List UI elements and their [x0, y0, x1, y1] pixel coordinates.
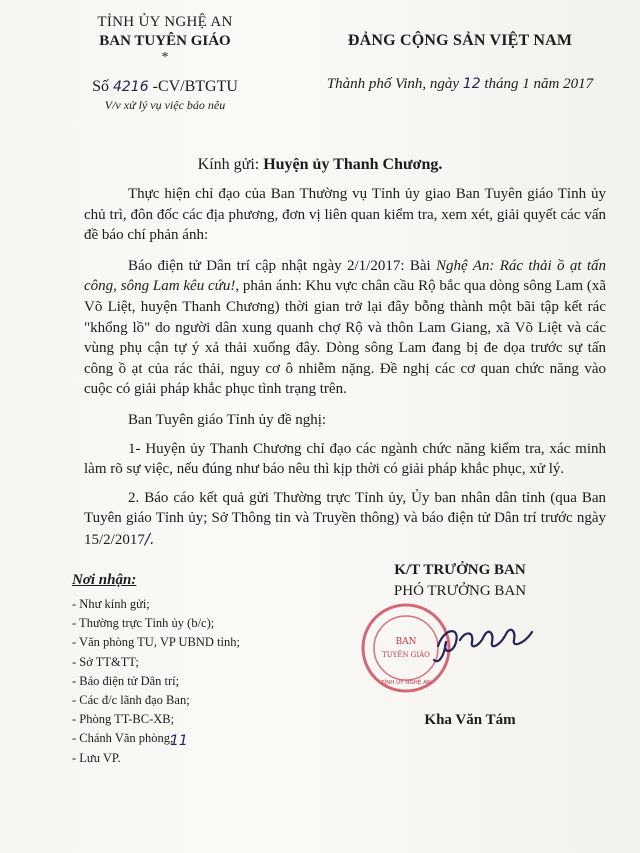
- seal-text-mid: TUYÊN GIÁO: [382, 651, 430, 659]
- document-number: [60, 78, 270, 96]
- handwritten-mark: 11: [170, 733, 188, 749]
- date-day-handwritten: 12: [462, 76, 481, 92]
- star-mark: *: [161, 50, 169, 65]
- signature-title-1: K/T TRƯỞNG BAN: [394, 562, 526, 578]
- seal-text-ring: TỈNH ỦY NGHỆ AN: [381, 680, 431, 686]
- number-suffix: -CV/BTGTU: [148, 78, 238, 95]
- list-item: - Thường trực Tỉnh ủy (b/c);: [72, 616, 215, 631]
- list-item: - Sở TT&TT;: [72, 654, 139, 669]
- list-item: - Báo điện tử Dân trí;: [72, 673, 180, 688]
- list-item: - Các đ/c lãnh đạo Ban;: [72, 693, 190, 708]
- date-before: Thành phố Vinh, ngày: [326, 76, 463, 92]
- org-name: BAN TUYÊN GIÁO: [99, 33, 231, 49]
- paragraph-intro: Thực hiện chỉ đạo của Ban Thường vụ Tỉnh ủy giao Ban Tuyên giáo Tỉnh ủy chủ trì, đôn đốc các địa phương, đơn vị liên quan kiểm tra, xem xét, giải quyết các vấn đề báo chí phản ánh:: [84, 186, 606, 244]
- recipients-list: [72, 572, 322, 768]
- recipients-title: Nơi nhận:: [72, 572, 137, 588]
- date-after: tháng 1 năm 2017: [480, 76, 594, 92]
- item-2-handwritten-end: /.: [144, 529, 155, 548]
- addressee-label: Kính gửi:: [197, 156, 264, 173]
- list-item: - Văn phòng TU, VP UBND tỉnh;: [72, 635, 240, 650]
- number-prefix: Số: [92, 78, 113, 95]
- list-item: - Phòng TT-BC-XB;: [72, 712, 175, 727]
- report-content: , phản ánh: Khu vực chân cầu Rộ bắc qua dòng sông Lam (xã Võ Liệt, huyện Thanh Chương) thời gian trở lại đây bỗng thành một bãi tập kết rác "khổng lồ" do người dân xung quanh chợ Rộ và thôn Lam Giang, xã Võ Liệt và các vùng phụ cận tự ý xả thải xuống đây. Dòng sông Lam đang bị đe dọa trước sự tấn công ồ ạt của rác thải, nguy cơ ô nhiễm nặng. Đề nghị các cơ quan chức năng vào cuộc có giải pháp khắc phục tình trạng trên.: [84, 278, 606, 398]
- addressee-name: Huyện ủy Thanh Chương.: [263, 156, 443, 173]
- signer-name: Kha Văn Tám: [424, 712, 516, 728]
- addressee-line: [0, 156, 640, 174]
- item-2-text: 2. Báo cáo kết quả gửi Thường trực Tỉnh ủy, Ủy ban nhân dân tỉnh (qua Ban Tuyên giáo Tỉnh ủy; Sở Thông tin và Truyền thông) và báo điện tử Dân trí trước ngày 15/2/2017: [84, 489, 606, 548]
- seal-text-top: BAN: [395, 637, 417, 647]
- paragraph-item-2: [84, 488, 606, 551]
- party-name: ĐẢNG CỘNG SẢN VIỆT NAM: [347, 32, 573, 49]
- list-item: - Lưu VP.: [72, 750, 121, 765]
- document-subject: V/v xử lý vụ việc báo nêu: [104, 98, 226, 112]
- list-item: - Như kính gửi;: [72, 597, 150, 611]
- report-lead: Báo điện tử Dân trí cập nhật ngày 2/1/2017: Bài: [128, 257, 436, 274]
- place-date: [300, 76, 620, 93]
- parent-org: TỈNH ỦY NGHỆ AN: [97, 14, 233, 30]
- signature-block: [360, 562, 560, 728]
- number-handwritten: 4216: [112, 79, 149, 95]
- letter-body: [84, 184, 606, 561]
- list-item: - Chánh Văn phòng;: [72, 731, 174, 746]
- national-header-block: [300, 32, 620, 93]
- paragraph-item-1: 1- Huyện ủy Thanh Chương chỉ đạo các ngành chức năng kiểm tra, xác minh làm rõ sự việc, nếu đúng như báo nêu thì kịp thời có giải pháp khắc phục, xử lý.: [84, 440, 606, 478]
- paragraph-report: [84, 256, 606, 400]
- article-title: Nghệ An: Rác thải ồ ạt tấn công, sông Lam kêu cứu!: [84, 257, 606, 295]
- issuing-org-block: [60, 14, 270, 113]
- signature-title-2: PHÓ TRƯỞNG BAN: [393, 583, 527, 599]
- handwritten-signature-icon: [420, 602, 560, 672]
- paragraph-request: Ban Tuyên giáo Tỉnh ủy đề nghị:: [128, 411, 327, 428]
